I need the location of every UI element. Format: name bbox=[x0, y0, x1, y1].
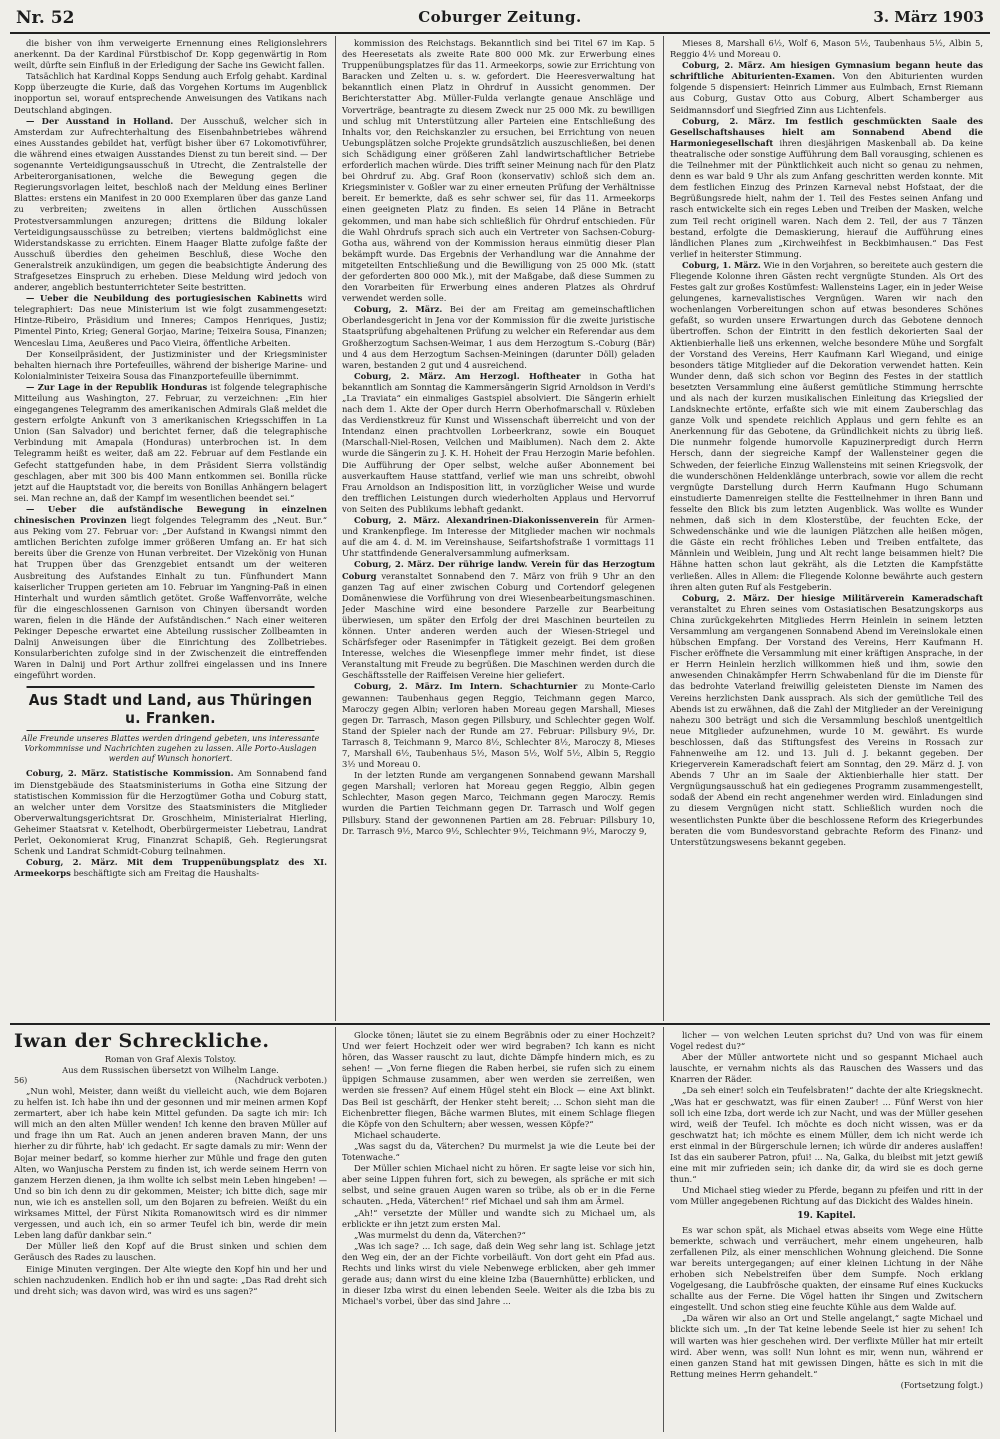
novel-text: „Was sagst du da, Väterchen? Du murmelst ja wie die Leute bei der Totenwache.“ bbox=[342, 1140, 655, 1163]
novel-text: Es war schon spät, als Michael etwas abseits vom Wege eine Hütte bemerkte, schwach und verräuchert, mehr einem ungeheuren, halb zerfallenen Pilz, als einer menschlichen Wohnung gleichend. Die Sonne war bereits untergegangen; auf einer kleinen Lichtung in der Nähe erhoben sich Nebelstreifen über dem Sumpfe. Noch erklang Vogelgesang, die Laubfrösche quakten, der einsame Ruf eines Kuckucks schallte aus der Ferne. Die Vögel hatten ihr Singen und Zwitschern eingestellt. Und schon stieg eine feuchte Kühle aus dem Walde auf. bbox=[670, 1224, 983, 1313]
feuilleton-title: Iwan der Schreckliche. bbox=[14, 1030, 270, 1052]
article-heading: Coburg, 2. März. bbox=[354, 304, 443, 315]
column-divider bbox=[335, 36, 336, 1021]
article-heading: Coburg, 2. März. Alexandrinen-Diakonissenverein bbox=[354, 515, 599, 526]
article-text: beschäftigte sich am Freitag die Haushalts- bbox=[73, 868, 260, 879]
column-divider bbox=[663, 36, 664, 1021]
novel-text: Aber der Müller antwortete nicht und so gespannt Michael auch lauschte, er vernahm nichts als das Rauschen des Wassers und das Knarren der Räder. bbox=[670, 1052, 983, 1085]
novel-text: „Ah!“ versetzte der Müller und wandte sich zu Michael um, als erblickte er ihn jetzt zum ersten Mal. bbox=[342, 1207, 655, 1229]
newspaper-name: Coburger Zeitung. bbox=[418, 8, 582, 26]
novel-text: „Da seh einer! solch ein Teufelsbraten!“ dachte der alte Kriegsknecht. „Was hat er geschwatzt, was für einen Zauber! ... Fünf Werst von hier soll ich eine Izba, dort werde ich zur Nacht, und was der Müller gesehen wird, weiß der Teufel. Ich möchte es doch nicht wissen, was er da geschwatzt hat; ich möchte es einem Müller, dem ich nicht werde ich erst einmal in der Bürgerschule lernen; ich würde dir anderes auslaffen! Ist das ein sauberer Patron, pfui! ... Na, Galka, du bleibst mit jetzt gewiß eine mit mir zufrieden sein; ich danke dir, da wird sie es doch gerne thun.“ bbox=[670, 1085, 983, 1185]
newspaper-page bbox=[10, 6, 990, 1434]
novel-text: Der Müller schien Michael nicht zu hören. Er sagte leise vor sich hin, aber seine Lippen fuhren fort, sich zu bewegen, als spräche er mit sich selbst, und seine grauen Augen waren so trübe, als ob er in die Ferne schauten. „Heda, Väterchen!“ rief Michael und sah ihm am Ärmel. bbox=[342, 1163, 655, 1207]
article-heading: Coburg, 2. März. Im festlich geschmückten Saale des Gesellschaftshauses hielt am Sonnabend Abend die Harmoniegesellschaft bbox=[670, 115, 983, 148]
masthead bbox=[10, 6, 990, 34]
novel-text: Einige Minuten vergingen. Der Alte wiegte den Kopf hin und her und schien nachzudenken. Endlich hob er ihn und sagte: „Das Rad dreht sich und dreht sich; was davon wird, was wird es uns sagen?“ bbox=[14, 1263, 327, 1296]
novel-text: Glocke tönen; läutet sie zu einem Begräbnis oder zu einer Hochzeit? Und wer feiert Hochzeit oder wer wird begraben? Ich kann es nicht hören, das Wasser rauscht zu laut, dichte Dämpfe hindern mich, es zu sehen! — „Von ferne fliegen die Raben herbei, sie rufen sich zu einem üppigen Schmause zusammen, aber wen werden sie zerreißen, wen werden sie fressen? Auf einem Hügel steht ein Block — eine Axt blinkt. Das Beil ist geschärft, der Henker steht bereit; ... Schon sieht man die Eichenbretter fliegen, Bäche warmen Blutes, mit einem Schlage fliegen die Köpfe von den Schultern; aber wessen, wessen Köpfe?“ bbox=[342, 1030, 655, 1129]
news-column-1 bbox=[14, 38, 327, 1020]
feuilleton-column-2 bbox=[342, 1030, 655, 1432]
article-heading: — Der Ausstand in Holland. bbox=[26, 115, 174, 126]
part-number: 56) bbox=[14, 1076, 28, 1085]
article-text: Am Sonnabend fand im Dienstgebäude des Staatsministeriums in Gotha eine Sitzung der statistischen Kommission für die Herzogtümer Gotha und Coburg statt, an welcher unter dem Vorsitze des Staatsministers die Mitglieder Oberverwaltungsgerichtsrat Dr. Groschheim, Ministerialrat Hierling, Geheimer Staatsrat v. Ketelhodt, Oberbürgermeister Liebetrau, Landrat Perlet, Oekonomierat Krug, Finanzrat Schapiß, Geh. Regierungsrat Schenk und Landrat Schmidt-Coburg teilnahmen. bbox=[14, 768, 327, 857]
article-heading: Coburg, 2. März. Am hiesigen Gymnasium begann heute das schriftliche Abiturienten-Examen. bbox=[670, 60, 983, 82]
section-banner: Aus Stadt und Land, aus Thüringen u. Franken. bbox=[27, 686, 315, 731]
article-paragraph bbox=[342, 371, 655, 515]
article-text: Bei der am Freitag am gemeinschaftlichen Oberlandesgericht in Jena vor der Kommission für die zweite juristische Staatsprüfung abgehaltenen Prüfung zu welcher ein Referendar aus dem Großherzogtum Sachsen-Weimar, 1 aus dem Herzogtum S.-Coburg (Bär) und 4 aus dem Herzogtum Sachsen-Meiningen (darunter Döll) geladen waren, bestanden 2 gut und 4 ausreichend. bbox=[342, 304, 655, 370]
article-heading: Coburg, 2. März. Im Intern. Schachturnier bbox=[354, 681, 578, 692]
article-paragraph bbox=[670, 593, 983, 848]
article-paragraph bbox=[14, 293, 327, 348]
article-text: in Gotha hat bekanntlich am Sonntag die Kammersängerin Sigrid Arnoldson in Verdi's „La Traviata“ ein einmaliges Gastspiel absolviert. Die Sängerin erhielt nach dem 1. Akte der Oper durch Herrn Oberhofmarschall v. Rüxleben das Verdienstkreuz für Kunst und Wissenschaft überreicht und von der Intendanz einen prachtvollen Lorbeerkranz, sowie ein Bouquet (Marschall-Niel-Rosen, Veilchen und Maiblumen). Nach dem 2. Akte wurde die Sängerin zu J. K. H. Hoheit der Frau Herzogin Marie befohlen. Die Aufführung der Oper selbst, welche außer Abonnement bei ausverkauftem Hause stattfand, verlief wie man uns schreibt, obwohl Frau Arnoldson an Indisposition litt, in vorzüglicher Weise und wurde den trefflichen Leistungen durch wiederholten Applaus und Hervorruf von Seiten des Publikums lebhaft gedankt. bbox=[342, 370, 655, 514]
article-text: veranstaltet Sonnabend den 7. März von früh 9 Uhr an den ganzen Tag auf einer zwischen Coburg und Cortendorf gelegenen Domänenwiese die Vorführung von drei Wiesenbearbeitungsmaschinen. Jeder Maschine wird eine besondere Parzelle zur Bearbeitung überwiesen, um später den Erfolg der drei Maschinen beurteilen zu können. Unter anderen werden auch der Wiesen-Striegel und Schärfsfeger oder Rasenimpfer in Tätigkeit gezeigt. Bei dem großen Interesse, welches die Wiesenpflege immer mehr findet, ist diese Veranstaltung mit Freude zu begrüßen. Die Maschinen werden durch die Geschäftsstelle der Raiffeisen Vereine hier geliefert. bbox=[342, 570, 655, 681]
article-paragraph bbox=[342, 681, 655, 770]
article-paragraph bbox=[14, 382, 327, 504]
article-text: ihren diesjährigen Maskenball ab. Da keine theatralische oder sonstige Aufführung dem Ball vorausging, schienen es die Teilnehmer mit der Pünktlichkeit auch nicht so genau zu nehmen, denn es war bald 9 Uhr als zum Anfang geschritten werden konnte. Mit dem festlichen Einzug des Prinzen Karneval nebst Hofstaat, der die Begrüßungsrede hielt, nahm der 1. Teil des Festes seinen Anfang und rasch entwickelte sich ein reges Leben und Treiben der Masken, welche zum Teil recht originell waren. Nach dem 2. Teil, der aus 7 Tänzen bestand, erfolgte die Demaskierung, hierauf die Aufführung eines ländlichen Planes zum „Kirchweihfest in Beckbimhausen.“ Das Fest verlief in heiterster Stimmung. bbox=[670, 137, 983, 259]
article-paragraph bbox=[670, 260, 983, 593]
article-text: die bisher von ihm verweigerte Ernennung eines Religionslehrers anerkennt. Da der Kardinal Fürstbischof Dr. Kopp gegenwärtig in Rom weilt, dürfte sein Einfluß in der Erledigung der Sache ins Gewicht fallen. bbox=[14, 38, 327, 71]
article-text: für Armen- und Krankenpflege. Im Interesse der Mitglieder machen wir nochmals auf die am 4. d. M. im Vereinshause, Seifartshofstraße 1 vormittags 11 Uhr stattfindende Generalversammlung aufmerksam. bbox=[342, 515, 655, 559]
feuilleton-column-3 bbox=[670, 1030, 983, 1432]
article-text: Der Ausschuß, welcher sich in Amsterdam zur Aufrechterhaltung des Eisenbahnbetriebes während eines Ausstandes gebildet hat, verfügt bisher über 67 Lokomotivführer, die während eines etwaigen Ausstandes Dienst zu tun bereit sind. — Der sogenannte Verteidigungsausschuß in Utrecht, die Zentralstelle der Arbeiterorganisationen, welche die Bewegung gegen die Regierungsvorlagen leitet, beschloß nach der Meldung eines Berliner Blattes: erstens ein Manifest in 20 000 Exemplaren über das ganze Land zu verbreiten; zweitens in allen örtlichen Ausschüssen Protestversammlungen anzuregen; drittens die Bildung lokaler Verteidigungsausschüsse zu betreiben; viertens baldmöglichst eine Widerstandskasse zu errichten. Einem Haager Blatte zufolge faßte der Ausschuß überdies den geheimen Beschluß, diese Woche den Generalstreik anzukündigen, um gegen die beabsichtigte Änderung des Strafgesetzes Einspruch zu erheben. Diese Meldung wird jedoch von anderer, angeblich bestunterrichteter Seite bestritten. bbox=[14, 115, 327, 293]
article-heading: Coburg, 2. März. Mit dem Truppenübungsplatz des XI. Armeekorps bbox=[14, 857, 327, 879]
article-paragraph bbox=[14, 116, 327, 294]
feuilleton-divider bbox=[10, 1023, 990, 1025]
section-note: Alle Freunde unseres Blattes werden dringend gebeten, uns interessante Vorkommnisse und Nachrichten zugehen zu lassen. Alle Porto-Auslagen werden auf Wunsch honoriert. bbox=[21, 734, 320, 764]
article-heading: — Ueber die Neubildung des portugiesischen Kabinetts bbox=[26, 293, 303, 304]
article-text: In der letzten Runde am vergangenen Sonnabend gewann Marshall gegen Marshall; verloren hat Moreau gegen Reggio, Albin gegen Schlechter, Mason gegen Marco, Teichmann gegen Maroczy. Remis wurden die Partien Teichmann gegen Dr. Tarrasch und Wolf gegen Pillsbury. Stand der gewonnenen Partien am 28. Februar: Pillsbury 10, Dr. Tarrasch 9½, Marco 9½, Schlechter 9½, Teichmann 9½, Maroczy 9, bbox=[342, 770, 655, 836]
novel-text: Der Müller ließ den Kopf auf die Brust sinken und schien dem Geräusch des Rades zu lauschen. bbox=[14, 1241, 327, 1263]
article-text: Von den Abiturienten wurden folgende 5 dispensiert: Heinrich Limmer aus Eulmbach, Ernst Riemann aus Coburg, Gustav Otto aus Coburg, Albert Schamberger aus Seidmannsdorf und Siegfried Zinn aus Lichtenfels. bbox=[670, 71, 983, 115]
novel-text: „Nun wohl, Meister, dann weißt du vielleicht auch, wie dem Bojaren zu helfen ist. Ich habe ihn und der gesonnen und mir meinen armen Kopf zermartert, aber ich habe kein Mittel gefunden. Da sagte ich mir: Ich will mich an den alten Müller wenden! Ich kenne den braven Müller auf und frage ihn um Rat. Auch an jenen anderen braven Mann, der uns hierher zu dir führte, hab' ich gedacht. Er sagte damals zu mir: Wenn der Bojar meiner bedarf, so komme hierher zur Mühle und frage den guten Alten, wo Wanjuscha Perstem zu finden ist, ich werde seinem Herrn von ganzem Herzen dienen, ja ihm wollte ich selbst mein Leben hingeben! — Und so bin ich denn zu dir gekommen, Meister; ich bitte dich, sage mir nun, wie ich es anstellen soll, um den Bojaren zu befreien. Weißt du ein wirksames Mittel, der Fürst Nikita Romanowitsch wird es dir nimmer vergessen, und auch ich, ein so armer Teufel ich bin, werde dir mein Leben lang dafür dankbar sein.“ bbox=[14, 1086, 327, 1241]
issue-date: 3. März 1903 bbox=[873, 8, 984, 26]
article-text: liegt folgendes Telegramm des „Neut. Bur.“ aus Peking vom 27. Februar vor: „Der Aufstand in Kwangsi nimmt den amtlichen Berichten zufolge immer größeren Umfang an. Er hat sich bereits über die Grenze von Hunan verbreitet. Der Vizekönig von Hunan hat Truppen über das Grenzgebiet entsandt um der weiteren Ausbreitung des Aufstandes Einhalt zu tun. Fünfhundert Mann kaiserlicher Truppen gerieten am 10. Februar im Yangning-Paß in einen Hinterhalt und wurden sämtlich getötet. Große Waffenvorräte, welche für die eingeschlossenen Garnison von Chinyen übersandt worden waren, fielen in die Hände der Aufständischen.“ Nach einer weiteren Pekinger Depesche erwartet eine Abteilung russischer Zollbeamten in Dalnij Anweisungen über die Einrichtung des Zollbetriebes. Konsularberichten zufolge sind in der Zwischenzeit die eintreffenden Waren in Dalnij und Port Arthur zollfrei eingelassen und ins Innere eingeführt worden. bbox=[14, 515, 327, 681]
issue-number: Nr. 52 bbox=[16, 8, 75, 28]
article-heading: Coburg, 2. März. Statistische Kommission. bbox=[26, 768, 234, 779]
article-text: wird telegraphiert: Das neue Ministerium ist wie folgt zusammengesetzt: Hintze-Ribeiro, Präsidium und Inneres; Campos Henriques, Justiz; Pimentel Pinto, Krieg; General Gorjao, Marine; Teixeira Sousa, Finanzen; Wenceslau Lima, Aeußeres und Paco Vieira, öffentliche Arbeiten. bbox=[14, 293, 327, 348]
novel-text: „Da wären wir also an Ort und Stelle angelangt,“ sagte Michael und blickte sich um. „In der Tat keine lebende Seele ist hier zu sehen! Ich will warten was hier geschehen wird. Der verflixte Müller hat mir erteilt wird. Aber wenn, was soll! Nun lohnt es mir, wenn nun, während er einen ganzen Stand hat mit gewissen Dingen, hätte es sich in mit die Rettung meines Herrn gehandelt.“ bbox=[670, 1313, 983, 1379]
article-heading: Coburg, 2. März. Der hiesige Militärverein Kameradschaft bbox=[682, 592, 983, 603]
feuilleton-meta bbox=[14, 1076, 327, 1086]
novel-text: Michael schauderte. bbox=[354, 1129, 441, 1140]
article-text: kommission des Reichstags. Bekanntlich sind bei Titel 67 im Kap. 5 des Heeresetats als zweite Rate 800 000 Mk. zur Erwerbung eines Truppenübungsplatzes für das 11. Armeekorps, sowie zur Errichtung von Baracken und Zelten u. s. w. gefordert. Die Heeresverwaltung hat bekanntlich einen Platz in Ohrdruf in Aussicht genommen. Der Berichterstatter Abg. Müller-Fulda verlangte genaue Anschläge und Vorverträge, beantragte zu diesem Zweck nur 25 000 Mk. zu bewilligen und schlug mit Unterstützung aller Parteien eine Entschließung des Inhalts vor, den Reichskanzler zu ersuchen, bei Errichtung von neuen Uebungsplätzen solche Projekte grundsätzlich auszuschließen, bei denen sich Schädigung einer größeren Zahl landwirtschaftlicher Betriebe erforderlich machen würde. Dies trifft seiner Meinung nach für den Platz bei Ohrdruf zu. Abg. Graf Roon (konservativ) schloß sich dem an. Kriegsminister v. Goßler war zu einer erneuten Prüfung der Verhältnisse bereit. Er bemerkte, daß es sehr schwer sei, für das 11. Armeekorps einen geeigneten Platz zu finden. Es seien 14 Pläne in Betracht gekommen, und man habe sich schließlich für Ohrdruf entschieden. Für die Wahl Ohrdrufs sprach sich auch ein Vertreter von Sachsen-Coburg-Gotha aus, während von der Kommission heraus einmütig dieser Plan bekämpft wurde. Das Ergebnis der Verhandlung war die Annahme der mitgeteilten Entschließung und die Bewilligung von 25 000 Mk. (statt der geforderten 800 000 Mk.), mit der Maßgabe, daß diese Summen zu den Vorarbeiten für Erwerbung eines anderen Platzes als Ohrdruf verwendet werden solle. bbox=[342, 38, 655, 304]
article-heading: — Zur Lage in der Republik Honduras bbox=[26, 381, 208, 392]
article-paragraph bbox=[14, 504, 327, 682]
article-text: Wie in den Vorjahren, so bereitete auch gestern die Fliegende Kolonne ihren Gästen recht vergnügte Stunden. Als Ort des Festes galt zur großes Kostümfest: Wallensteins Lager, ein in jeder Weise gelungenes, karnevalistisches Vergnügen. Waren wir nach den wochenlangen Vorbereitungen schon auf etwas besonderes Schönes gefaßt, so wurden unsere Erwartungen durch das Gebotene dennoch übertroffen. Schon der Eintritt in den festlich dekorierten Saal der Aktienbierhalle ließ uns erkennen, welche besondere Mühe und Sorgfalt der Vorstand des Vereins, Herr Kaufmann Karl Wiegand, und einige besonders tätige Mitglieder auf die Dekoration verwendet hatten. Kein Wunder denn, daß sich schon vor Beginn des Festes in der stattlich besetzten Versammlung eine äußerst gemütliche Stimmung herrschte und als nach der kurzen musikalischen Einleitung das Kriegslied der Landsknechte ertönte, erfaßte sich wie mit einem Zauberschlag das ganze Volk und spendete reichlich Applaus und gern fehlte es an Anerkennung für das Gebotene, da Gründlichkeit nichts zu übrig ließ. Die nunmehr folgende humorvolle Kapuzinerpredigt durch Herrn Hersch, dann der siegreiche Kampf der Wallensteiner gegen die Schweden, der feierliche Einzug Wallensteins mit seinen Kriegsvolk, der die wunderschönen Heldenklänge unterbrach, sowie vor allem die recht vergnügte Darstellung durch Herrn Kaufmann Hugo Schumann einstudierte Damenreigen stellte die Festteilnehmer in ihren Bann und fesselte den Blick bis zum letzten Augenblick. Was wollte es Wunder nehmen, daß sich in dem Klosterstübe, der feuchten Ecke, der Schwedenschänke und wie die launigen Plätzchen alle heißen mögen, die Gäste ein recht fröhliches Leben und Treiben entfaltete, das Männlein und Weiblein, Jung und Alt recht lange beisammen hielt? Die Hähne hatten schon laut gekräht, als die Letzten die Kampfstätte verließen. Alles in Allem: die Fliegende Kolonne bewährte auch gestern ihren alten guten Ruf als Festgeberin. bbox=[670, 259, 983, 592]
news-column-2 bbox=[342, 38, 655, 1020]
article-paragraph bbox=[670, 116, 983, 260]
article-paragraph bbox=[342, 515, 655, 559]
continuation-notice: (Fortsetzung folgt.) bbox=[900, 1379, 983, 1390]
article-heading: Coburg, 2. März. Am Herzogl. Hoftheater bbox=[354, 370, 581, 381]
article-heading: — Ueber die aufständische Bewegung in einzelnen chinesischen Provinzen bbox=[14, 503, 327, 526]
article-paragraph bbox=[670, 60, 983, 115]
article-text: Mieses 8, Marshall 6½, Wolf 6, Mason 5½, Taubenhaus 5½, Albin 5, Reggio 4½ und Moreau 0. bbox=[670, 38, 983, 60]
novel-text: licher — von welchen Leuten sprichst du? Und von was für einem Vogel redest du?“ bbox=[670, 1030, 983, 1052]
feuilleton-translator: Aus dem Russischen übersetzt von Wilhelm Lange. bbox=[62, 1065, 279, 1075]
reprint-notice: (Nachdruck verboten.) bbox=[234, 1076, 327, 1085]
news-column-3 bbox=[670, 38, 983, 1020]
column-divider bbox=[335, 1027, 336, 1432]
article-text: Tatsächlich hat Kardinal Kopps Sendung auch Erfolg gehabt. Kardinal Kopp überzeugte die Kurie, daß das Vorgehen Kortums im Augenblick inopportun sei, worauf entsprechende Anweisungen des Vatikans nach Deutschland abgingen. bbox=[14, 71, 327, 115]
article-text: veranstaltet zu Ehren seines vom Ostasiatischen Besatzungskorps aus China zurückgekehrten Mitgliedes Herrn Heinlein in seinem letzten Versammlung am vergangenen Sonnabend Abend im Vereinslokale einen hübschen Empfang. Der Vorstand des Vereins, Herr Kaufmann H. Fischer eröffnete die Versammlung mit einer kräftigen Ansprache, in der er Herrn Heinlein herzlich willkommen hieß und ihm, sowie den anwesenden Chinakämpfer Herrn Schwabenland für die im Dienste für das bedrohte Vaterland freiwillig geleisteten Dienste im Namen des Vereins herzlichsten Dank aussprach. Als sich der gemütliche Teil des Abends ist zu erwähnen, daß die Zahl der Mitglieder an der Vereinigung nahezu 300 beträgt und sich die Versammlung beschloß unentgeltlich neue Mitglieder aufzunehmen, wurde 10 M. gewährt. Es wurde beschlossen, daß das Stiftungsfest des Vereins in Rossach zur Fahnenweihe am 12. und 13. Juli d. J. bekannt gegeben. Der Kriegerverein Kameradschaft feiert am Sonntag, den 29. März d. J. von Abends 7 Uhr an im Saale der Aktienbierhalle hier statt. Der Vergnügungsausschuß hat ein gediegenes Programm zusammengestellt, sodaß der Abend ein recht angenehmer werden wird. Einladungen sind zu diesem Vergnügen nicht statt. Schließlich wurden noch die wesentlichsten Punkte über die beschlossene Reform des Kriegerbundes beraten die vom Bundesvorstand gebrachte Reform des Finanz- und Unterstützungswesens bekannt gegeben. bbox=[670, 603, 983, 847]
column-divider bbox=[663, 1027, 664, 1432]
novel-text: „Was murmelst du denn da, Väterchen?“ bbox=[354, 1229, 526, 1240]
novel-text: „Was ich sage? ... Ich sage, daß dein Weg sehr lang ist. Schlage jetzt den Weg ein, der an der Fichte vorbeiläuft. Von dort geht ein Pfad aus. Rechts und links wirst du viele Nebenwege erblicken, aber geh immer gerade aus; dann wirst du eine kleine Izba (Bauernhütte) erblicken, und in dieser Izba wirst du einen lebenden Seele. Weiter als die Izba bis zu Michael's vorbei, über das sind Jahre ... bbox=[342, 1240, 655, 1307]
feuilleton-column-1 bbox=[14, 1030, 327, 1432]
article-heading: Coburg, 2. März. Der rührige landw. Verein für das Herzogtum Coburg bbox=[342, 559, 655, 581]
article-text: ist folgende telegraphische Mitteilung aus Washington, 27. Februar, zu verzeichnen: „Ein hier eingegangenes Telegramm des amerikanischen Admirals Glaß meldet die gestern erfolgte Ankunft von 3 amerikanischen Kriegsschiffen in La Union (San Salvador) und berichtet ferner, daß die telegraphische Verbindung mit Amapala (Honduras) unterbrochen ist. In dem Telegramm heißt es weiter, daß am 22. Februar auf dem Festlande ein Gefecht stattgefunden habe, in dem Präsident Sierra vollständig geschlagen, aber mit 300 bis 400 Mann entkommen sei. Bonilla rücke jetzt auf die Hauptstadt vor, die bereits von Bonillas Anhängern belagert sei. Man rechne an, daß der Kampf im wesentlichen beendet sei.“ bbox=[14, 381, 327, 503]
article-paragraph bbox=[14, 768, 327, 857]
feuilleton-subtitle: Roman von Graf Alexis Tolstoy. bbox=[104, 1054, 237, 1064]
article-paragraph bbox=[342, 304, 655, 371]
article-text: Der Konseilpräsident, der Justizminister und der Kriegsminister behalten hiernach ihre Portefeuilles, während der bisherige Marine- und Kolonialminister Teixeira Sousa das Finanzportefeuille übernimmt. bbox=[14, 348, 327, 381]
article-paragraph bbox=[14, 857, 327, 879]
article-heading: Coburg, 1. März. bbox=[682, 259, 761, 270]
article-text: zu Monte-Carlo gewannen: Taubenhaus gegen Reggio, Teichmann gegen Marco, Maroczy gegen Albin; verloren haben Moreau gegen Marshall, Mieses gegen Dr. Tarrasch, Mason gegen Pillsbury, und Schlechter gegen Wolf. Stand der Spieler nach der Runde am 27. Februar: Pillsbury 9½, Dr. Tarrasch 8, Teichmann 9, Marco 8½, Schlechter 8½, Maroczy 8, Mieses 7, Marshall 6½, Taubenhaus 5½, Mason 5½, Wolf 5½, Albin 5, Reggio 3½ und Moreau 0. bbox=[342, 681, 655, 770]
chapter-heading: 19. Kapitel. bbox=[797, 1210, 856, 1221]
novel-text: Und Michael stieg wieder zu Pferde, begann zu pfeifen und ritt in der vom Müller angegebenen Richtung auf das Dickicht des Waldes hinein. bbox=[670, 1185, 983, 1207]
article-paragraph bbox=[342, 559, 655, 681]
